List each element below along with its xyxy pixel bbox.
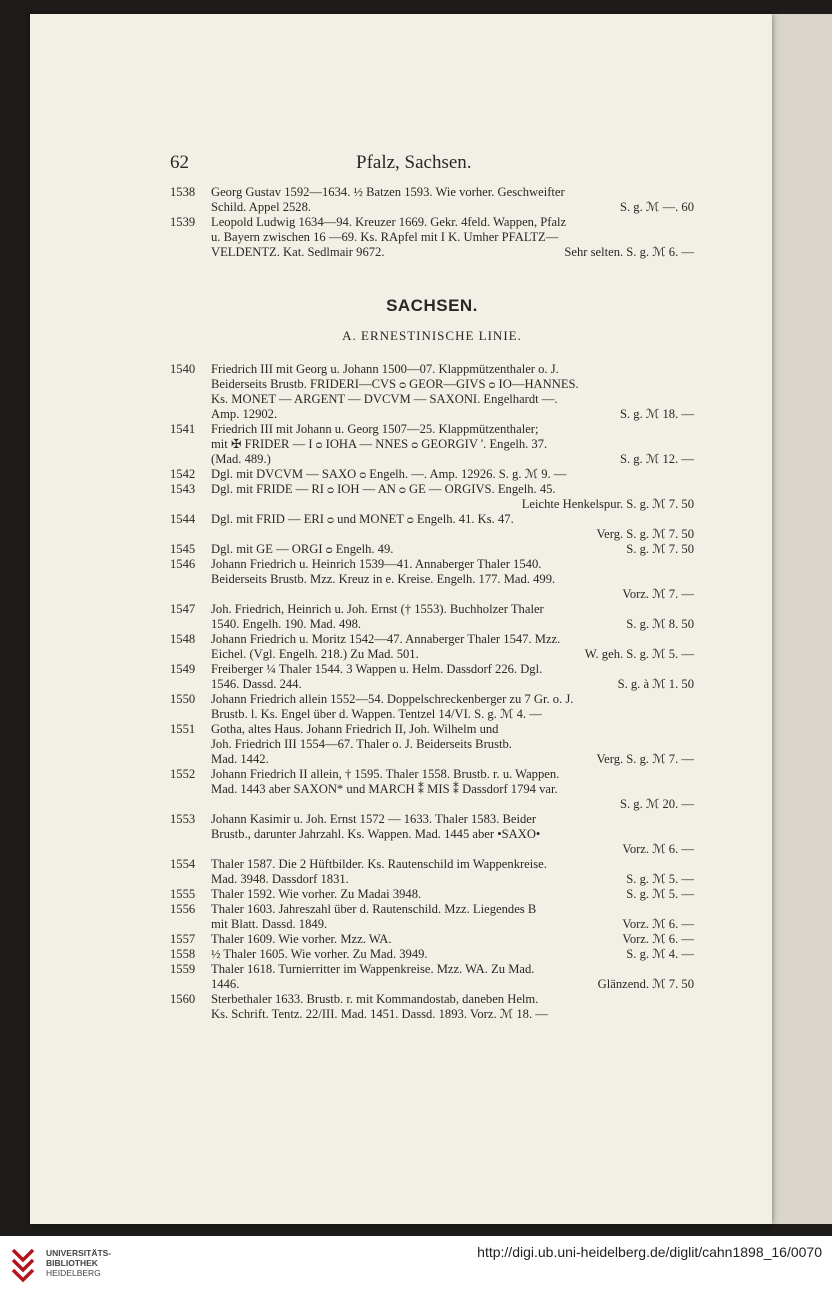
entry-grade-price: S. g. ℳ 4. — (626, 947, 694, 961)
entry-text: Gotha, altes Haus. Johann Friedrich II, Joh. Wilhelm und (211, 722, 499, 736)
entry-grade-price: Sehr selten. S. g. ℳ 6. — (564, 245, 694, 259)
entry-line (211, 185, 694, 200)
entry-line (211, 887, 694, 902)
entry-line (211, 947, 694, 962)
entry-line (211, 812, 694, 827)
catalog-entry (170, 362, 694, 422)
page-title: Pfalz, Sachsen. (356, 152, 472, 173)
entry-line (211, 797, 694, 812)
catalog-entry (170, 692, 694, 722)
catalog-entry (170, 542, 694, 557)
catalog-entry (170, 857, 694, 887)
entry-line (211, 707, 694, 722)
entry-text: VELDENTZ. Kat. Sedlmair 9672. (211, 245, 385, 259)
entry-line (211, 200, 694, 215)
entry-text: 1540. Engelh. 190. Mad. 498. (211, 617, 362, 631)
entry-line (211, 467, 694, 482)
entry-number: 1551 (170, 722, 196, 736)
entry-grade-price: Leichte Henkelspur. S. g. ℳ 7. 50 (521, 497, 694, 511)
entry-text: Dgl. mit FRID — ERI ᴑ und MONET ᴑ Engelh. 41. Ks. 47. (211, 512, 514, 526)
entry-text: Dgl. mit DVCVM — SAXO ᴑ Engelh. —. Amp. 12926. S. g. ℳ 9. — (211, 467, 567, 481)
catalog-entry (170, 902, 694, 932)
catalog-entry (170, 887, 694, 902)
entry-grade-price: S. g. ℳ 12. — (620, 452, 694, 466)
entry-number: 1548 (170, 632, 196, 646)
entry-line (211, 482, 694, 497)
entry-text: Eichel. (Vgl. Engelh. 218.) Zu Mad. 501. (211, 647, 419, 661)
entry-number: 1541 (170, 422, 196, 436)
entry-grade-price: Glänzend. ℳ 7. 50 (597, 977, 694, 991)
entry-text: Amp. 12902. (211, 407, 278, 421)
entry-line (211, 917, 694, 932)
catalog-entry (170, 215, 694, 260)
entry-line (211, 692, 694, 707)
entry-number: 1553 (170, 812, 196, 826)
entry-line (211, 992, 694, 1007)
entry-grade-price: Verg. S. g. ℳ 7. 50 (596, 527, 694, 541)
entry-line (211, 602, 694, 617)
entry-number: 1556 (170, 902, 196, 916)
entry-grade-price: S. g. ℳ —. 60 (620, 200, 694, 214)
entry-grade-price: Verg. S. g. ℳ 7. — (596, 752, 694, 766)
entry-text: mit ✠ FRIDER — I ᴑ IOHA — NNES ᴑ GEORGIV '. Engelh. 37. (211, 437, 548, 451)
entry-line (211, 902, 694, 917)
entry-number: 1542 (170, 467, 196, 481)
catalog-entry (170, 947, 694, 962)
entry-line (211, 557, 694, 572)
library-name-line1: UNIVERSITÄTS- (46, 1248, 112, 1258)
entry-line (211, 722, 694, 737)
catalog-entry (170, 482, 694, 512)
entry-text: Thaler 1603. Jahreszahl über d. Rautenschild. Mzz. Liegendes B (211, 902, 537, 916)
entry-text: Dgl. mit FRIDE — RI ᴑ IOH — AN ᴑ GE — ORGIVS. Engelh. 45. (211, 482, 556, 496)
entry-number: 1554 (170, 857, 196, 871)
catalog-entry (170, 812, 694, 857)
entry-number: 1557 (170, 932, 196, 946)
entry-line (211, 377, 694, 392)
entry-number: 1555 (170, 887, 196, 901)
entry-number: 1549 (170, 662, 196, 676)
catalog-entry (170, 512, 694, 542)
entry-line (211, 842, 694, 857)
footer-bar (0, 1236, 832, 1295)
entry-text: Friedrich III mit Johann u. Georg 1507—25. Klappmützenthaler; (211, 422, 539, 436)
library-name-line2: BIBLIOTHEK (46, 1258, 98, 1268)
catalog-entry (170, 722, 694, 767)
entry-line (211, 872, 694, 887)
entry-line (211, 497, 694, 512)
entry-line (211, 245, 694, 260)
university-logo-icon (10, 1246, 36, 1284)
entry-text: (Mad. 489.) (211, 452, 271, 466)
entry-line (211, 737, 694, 752)
entry-number: 1550 (170, 692, 196, 706)
catalog-entry (170, 557, 694, 602)
entry-text: Ks. MONET — ARGENT — DVCVM — SAXONI. Engelhardt —. (211, 392, 558, 406)
catalog-entry (170, 467, 694, 482)
entry-text: Mad. 3948. Dassdorf 1831. (211, 872, 349, 886)
entry-text: Georg Gustav 1592—1634. ½ Batzen 1593. Wie vorher. Geschweifter (211, 185, 565, 199)
entry-line (211, 407, 694, 422)
next-page-edge (772, 14, 832, 1224)
entry-text: Freiberger ¼ Thaler 1544. 3 Wappen u. Helm. Dassdorf 226. Dgl. (211, 662, 543, 676)
section-subtitle: A. ERNESTINISCHE LINIE. (342, 328, 522, 343)
entry-number: 1552 (170, 767, 196, 781)
entry-text: Schild. Appel 2528. (211, 200, 312, 214)
entry-line (211, 512, 694, 527)
entry-text: Johann Kasimir u. Joh. Ernst 1572 — 1633. Thaler 1583. Beider (211, 812, 537, 826)
entry-line (211, 632, 694, 647)
entry-line (211, 230, 694, 245)
entry-number: 1543 (170, 482, 196, 496)
catalog-entry (170, 932, 694, 947)
entry-number: 1538 (170, 185, 196, 199)
entry-text: Mad. 1442. (211, 752, 269, 766)
catalog-entry (170, 992, 694, 1022)
entry-number: 1544 (170, 512, 196, 526)
entry-text: Thaler 1592. Wie vorher. Zu Madai 3948. (211, 887, 422, 901)
entry-line (211, 662, 694, 677)
entry-text: Beiderseits Brustb. Mzz. Kreuz in e. Kreise. Engelh. 177. Mad. 499. (211, 572, 556, 586)
catalog-entry (170, 767, 694, 812)
entry-text: Johann Friedrich u. Moritz 1542—47. Annaberger Thaler 1547. Mzz. (211, 632, 561, 646)
entry-line (211, 932, 694, 947)
entry-text: Thaler 1618. Turnierritter im Wappenkreise. Mzz. WA. Zu Mad. (211, 962, 535, 976)
entry-grade-price: S. g. ℳ 18. — (620, 407, 694, 421)
entry-text: Thaler 1609. Wie vorher. Mzz. WA. (211, 932, 392, 946)
entries-top (170, 185, 694, 260)
entry-grade-price: Vorz. ℳ 6. — (622, 917, 694, 931)
entry-grade-price: S. g. ℳ 7. 50 (626, 542, 694, 556)
page-content (170, 185, 694, 1022)
entry-line (211, 392, 694, 407)
entry-line (211, 542, 694, 557)
entry-text: Brustb., darunter Jahrzahl. Ks. Wappen. Mad. 1445 aber •SAXO• (211, 827, 541, 841)
entry-line (211, 527, 694, 542)
entry-text: Mad. 1443 aber SAXON* und MARCH ⁑ MIS ⁑ Dassdorf 1794 var. (211, 782, 558, 796)
entry-line (211, 452, 694, 467)
entry-text: Dgl. mit GE — ORGI ᴑ Engelh. 49. (211, 542, 394, 556)
entry-text: Joh. Friedrich, Heinrich u. Joh. Ernst († 1553). Buchholzer Thaler (211, 602, 544, 616)
entry-text: Friedrich III mit Georg u. Johann 1500—07. Klappmützenthaler o. J. (211, 362, 559, 376)
entry-grade-price: S. g. ℳ 5. — (626, 872, 694, 886)
entry-line (211, 617, 694, 632)
entry-line (211, 572, 694, 587)
entry-grade-price: W. geh. S. g. ℳ 5. — (584, 647, 694, 661)
entry-line (211, 977, 694, 992)
entry-number: 1547 (170, 602, 196, 616)
library-name-line3: HEIDELBERG (46, 1268, 101, 1278)
entry-number: 1546 (170, 557, 196, 571)
catalog-entry (170, 662, 694, 692)
entry-text: Johann Friedrich II allein, † 1595. Thaler 1558. Brustb. r. u. Wappen. (211, 767, 560, 781)
entry-line (211, 362, 694, 377)
entry-text: Ks. Schrift. Tentz. 22/III. Mad. 1451. Dassd. 1893. Vorz. ℳ 18. — (211, 1007, 548, 1021)
entry-line (211, 647, 694, 662)
entry-line (211, 437, 694, 452)
catalog-entry (170, 602, 694, 632)
entry-text: u. Bayern zwischen 16 —69. Ks. RApfel mit I K. Umher PFALTZ— (211, 230, 559, 244)
catalog-entry (170, 422, 694, 467)
entry-line (211, 752, 694, 767)
entry-line (211, 782, 694, 797)
entry-text: Sterbethaler 1633. Brustb. r. mit Kommandostab, daneben Helm. (211, 992, 539, 1006)
catalog-entry (170, 962, 694, 992)
entry-line (211, 677, 694, 692)
entry-number: 1539 (170, 215, 196, 229)
entry-text: Johann Friedrich u. Heinrich 1539—41. Annaberger Thaler 1540. (211, 557, 542, 571)
entry-grade-price: S. g. ℳ 5. — (626, 887, 694, 901)
entry-line (211, 857, 694, 872)
entry-number: 1545 (170, 542, 196, 556)
entries-list (170, 362, 694, 1022)
entry-grade-price: Vorz. ℳ 6. — (622, 932, 694, 946)
entry-grade-price: S. g. à ℳ 1. 50 (617, 677, 694, 691)
entry-grade-price: S. g. ℳ 8. 50 (626, 617, 694, 631)
entry-text: 1446. (211, 977, 240, 991)
catalog-entry (170, 185, 694, 215)
entry-line (211, 827, 694, 842)
catalog-entry (170, 632, 694, 662)
entry-number: 1560 (170, 992, 196, 1006)
entry-text: Leopold Ludwig 1634—94. Kreuzer 1669. Gekr. 4feld. Wappen, Pfalz (211, 215, 567, 229)
entry-text: Thaler 1587. Die 2 Hüftbilder. Ks. Rautenschild im Wappenkreise. (211, 857, 547, 871)
entry-grade-price: S. g. ℳ 20. — (620, 797, 694, 811)
entry-line (211, 587, 694, 602)
entry-grade-price: Vorz. ℳ 7. — (622, 587, 694, 601)
entry-number: 1540 (170, 362, 196, 376)
entry-number: 1559 (170, 962, 196, 976)
entry-text: Beiderseits Brustb. FRIDERI—CVS ᴑ GEOR—GIVS ᴑ IO—HANNES. (211, 377, 579, 391)
entry-text: 1546. Dassd. 244. (211, 677, 302, 691)
section-title: SACHSEN. (386, 296, 478, 315)
entry-line (211, 422, 694, 437)
entry-text: ½ Thaler 1605. Wie vorher. Zu Mad. 3949. (211, 947, 428, 961)
entry-line (211, 962, 694, 977)
entry-line (211, 767, 694, 782)
entry-text: Brustb. l. Ks. Engel über d. Wappen. Tentzel 14/VI. S. g. ℳ 4. — (211, 707, 542, 721)
entry-text: mit Blatt. Dassd. 1849. (211, 917, 328, 931)
source-url-link[interactable]: http://digi.ub.uni-heidelberg.de/diglit/cahn1898_16/0070 (477, 1244, 822, 1260)
entry-grade-price: Vorz. ℳ 6. — (622, 842, 694, 856)
page-number: 62 (170, 152, 189, 173)
entry-number: 1558 (170, 947, 196, 961)
entry-text: Johann Friedrich allein 1552—54. Doppelschreckenberger zu 7 Gr. o. J. (211, 692, 574, 706)
entry-line (211, 1007, 694, 1022)
entry-text: Joh. Friedrich III 1554—67. Thaler o. J. Beiderseits Brustb. (211, 737, 512, 751)
library-name (46, 1248, 111, 1278)
entry-line (211, 215, 694, 230)
